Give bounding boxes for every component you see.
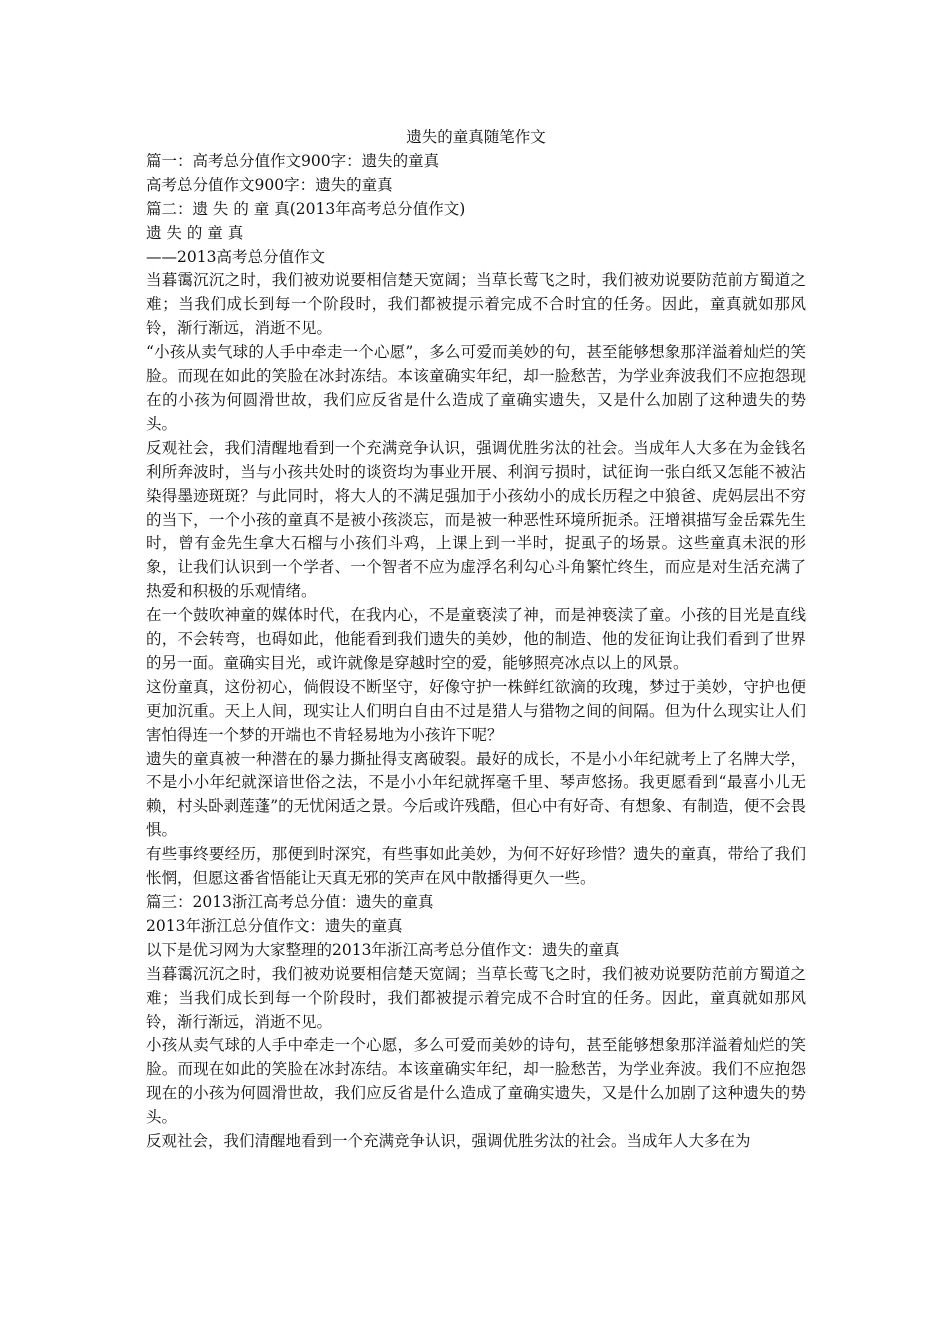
heading-line: 高考总分值作文900字：遗失的童真 — [146, 175, 393, 194]
body-paragraph: 在一个鼓吹神童的媒体时代，在我内心，不是童亵渎了神，而是神亵渎了童。小孩的目光是直线的，不会转弯，也碍如此，他能看到我们遗失的美妙，他的制造、他的发征询让我们看到了世界的另一面。童确实目光，或许就像是穿越时空的爱，能够照亮冰点以上的风景。 — [146, 606, 806, 672]
heading-line: 篇三：2013浙江高考总分值：遗失的童真 — [146, 893, 434, 911]
heading-line: 2013年浙江总分值作文：遗失的童真 — [146, 916, 403, 935]
body-paragraph: 反观社会，我们清醒地看到一个充满竞争认识，强调优胜劣汰的社会。当成年人大多在为金钱名利所奔波时，当与小孩共处时的谈资均为事业开展、利润亏损时，试征询一张白纸又怎能不被沾染得墨迹斑斑？与此同时，将大人的不满足强加于小孩幼小的成长历程之中狼爸、虎妈层出不穷的当下，一个小孩的童真不是被小孩淡忘，而是被一种恶性环境所扼杀。汪增祺描写金岳霖先生时，曾有金先生拿大石榴与小孩们斗鸡，上课上到一半时，捉虱子的场景。这些童真未泯的形象，让我们认识到一个学者、一个智者不应为虚浮名利勾心斗角繁忙终生，而应是对生活充满了热爱和积极的乐观情绪。 — [146, 438, 806, 601]
heading-line: 篇一：高考总分值作文900字：遗失的童真 — [146, 151, 440, 170]
heading-line: 篇二：遗 失 的 童 真(2013年高考总分值作文) — [146, 199, 466, 218]
document-page — [146, 126, 806, 1154]
body-paragraph: “小孩从卖气球的人手中牵走一个心愿”，多么可爱而美妙的句，甚至能够想象那洋溢着灿烂的笑脸。而现在如此的笑脸在冰封冻结。本该童确实年纪，却一脸愁苦，为学业奔波我们不应抱怨现在的小孩为何圆滑世故，我们应反省是什么造成了童确实遗失，又是什么加剧了这种遗失的势头。 — [146, 343, 806, 433]
body-paragraph: 反观社会，我们清醒地看到一个充满竞争认识，强调优胜劣汰的社会。当成年人大多在为 — [146, 1132, 751, 1151]
heading-line: 以下是优习网为大家整理的2013年浙江高考总分值作文：遗失的童真 — [146, 940, 620, 959]
heading-line: 遗 失 的 童 真 — [146, 223, 244, 242]
body-paragraph: 这份童真，这份初心，倘假设不断坚守，好像守护一株鲜红欲滴的玫瑰，梦过于美妙，守护也便更加沉重。天上人间，现实让人们明白自由不过是猎人与猎物之间的间隔。但为什么现实让人们害怕得连一个梦的开端也不肯轻易地为小孩许下呢？ — [146, 677, 806, 744]
body-paragraph: 小孩从卖气球的人手中牵走一个心愿，多么可爱而美妙的诗句，甚至能够想象那洋溢着灿烂的笑脸。而现在如此的笑脸在冰封冻结。本该童确实年纪，却一脸愁苦，为学业奔波。我们不应抱怨现在的小孩为何圆滑世故，我们应反省是什么造成了童确实遗失，又是什么加剧了这种遗失的势头。 — [146, 1036, 806, 1127]
body-paragraph: 有些事终要经历，那便到时深究，有些事如此美妙，为何不好好珍惜？遗失的童真，带给了我们怅惘，但愿这番省悟能让天真无邪的笑声在风中散播得更久一些。 — [146, 845, 806, 888]
body-paragraph: 当暮霭沉沉之时，我们被劝说要相信楚天宽阔；当草长莺飞之时，我们被劝说要防范前方蜀道之难；当我们成长到每一个阶段时，我们都被提示着完成不合时宜的任务。因此，童真就如那风铃，渐行渐远，消逝不见。 — [146, 964, 806, 1031]
body-paragraph: 遗失的童真被一种潜在的暴力撕扯得支离破裂。最好的成长，不是小小年纪就考上了名牌大学，不是小小年纪就深谙世俗之法，不是小小年纪就挥毫千里、琴声悠扬。我更愿看到“最喜小儿无赖，村头卧剥莲蓬”的无忧闲适之景。今后或许残酷，但心中有好奇、有想象、有制造，便不会畏惧。 — [146, 749, 806, 840]
heading-line: ——2013高考总分值作文 — [146, 247, 325, 266]
document-title: 遗失的童真随笔作文 — [406, 128, 546, 146]
body-paragraph: 当暮霭沉沉之时，我们被劝说要相信楚天宽阔；当草长莺飞之时，我们被劝说要防范前方蜀道之难；当我们成长到每一个阶段时，我们都被提示着完成不合时宜的任务。因此，童真就如那风铃，渐行渐远，消逝不见。 — [146, 271, 806, 338]
